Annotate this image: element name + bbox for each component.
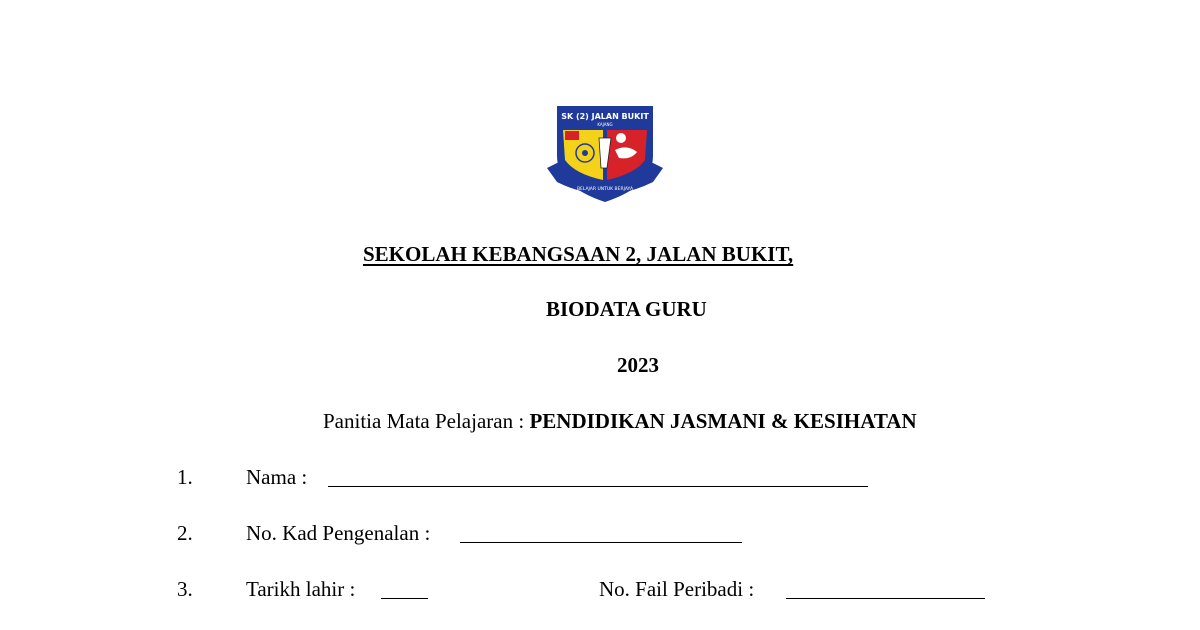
crest-sub-text: KAJANG (597, 122, 613, 127)
crest-ribbon-text: BELAJAR UNTUK BERJAYA (576, 187, 634, 192)
field-3-number: 3. (177, 577, 193, 601)
field-1-label: Nama : (246, 465, 308, 489)
school-name-heading: SEKOLAH KEBANGSAAN 2, JALAN BUKIT, (363, 242, 794, 266)
committee-line (323, 409, 917, 433)
committee-value: PENDIDIKAN JASMANI & KESIHATAN (529, 409, 917, 433)
personal-file-number-field[interactable] (786, 598, 985, 599)
field-3-second-label: No. Fail Peribadi : (599, 577, 755, 601)
crest-top-text: SK (2) JALAN BUKIT (561, 112, 649, 121)
name-field[interactable] (328, 486, 868, 487)
field-3-label: Tarikh lahir : (246, 577, 356, 601)
field-1-number: 1. (177, 465, 193, 489)
ic-number-field[interactable] (460, 542, 742, 543)
committee-label: Panitia Mata Pelajaran : (323, 409, 530, 433)
field-2-label: No. Kad Pengenalan : (246, 521, 431, 545)
birth-date-field[interactable] (381, 598, 428, 599)
field-2-number: 2. (177, 521, 193, 545)
school-crest-logo (545, 98, 665, 208)
form-title: BIODATA GURU (546, 297, 707, 321)
form-year: 2023 (617, 353, 659, 377)
